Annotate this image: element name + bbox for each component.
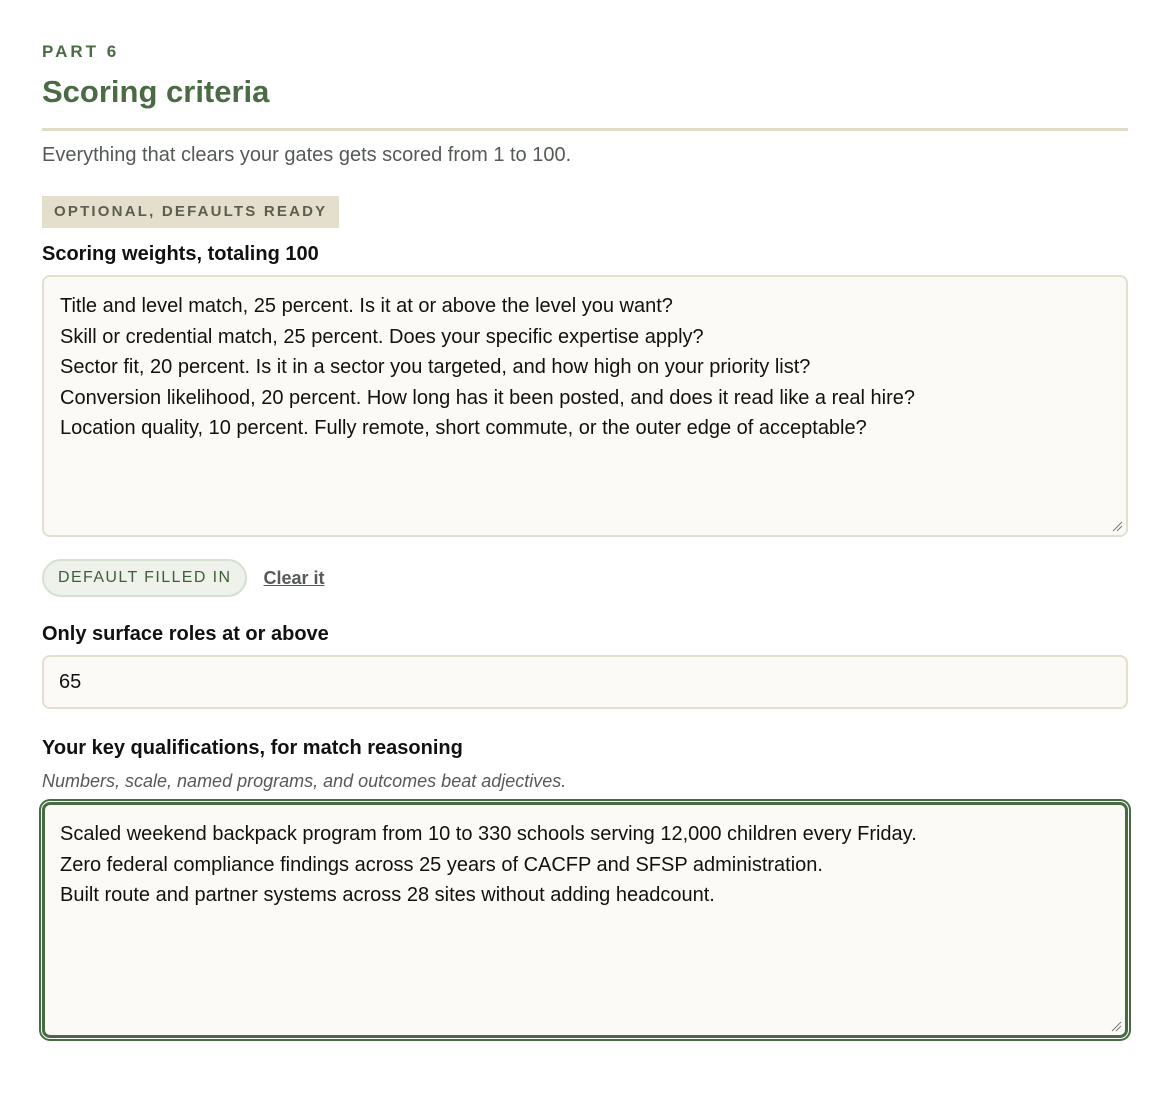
qualifications-hint: Numbers, scale, named programs, and outcomes beat adjectives.: [42, 771, 567, 791]
resize-grip-icon[interactable]: [1111, 1021, 1122, 1032]
resize-grip-icon[interactable]: [1112, 521, 1123, 532]
section-intro: Everything that clears your gates gets scored from 1 to 100.: [42, 144, 572, 166]
part-label: PART 6: [42, 42, 120, 61]
scoring-weights-textarea[interactable]: [42, 275, 1128, 537]
optional-badge: OPTIONAL, DEFAULTS READY: [42, 196, 339, 228]
weights-line: Conversion likelihood, 20 percent. How long has it been posted, and does it read like a real hire?: [60, 386, 915, 409]
default-filled-badge: DEFAULT FILLED IN: [42, 559, 247, 597]
clear-default-link[interactable]: Clear it: [263, 567, 325, 588]
weights-line: Title and level match, 25 percent. Is it at or above the level you want?: [60, 295, 673, 317]
qualification-line: Built route and partner systems across 28 sites without adding headcount.: [60, 884, 715, 906]
score-threshold-label: Only surface roles at or above: [42, 623, 329, 645]
qualification-line: Zero federal compliance findings across 25 years of CACFP and SFSP administration.: [60, 853, 823, 876]
qualifications-label: Your key qualifications, for match reasoning: [42, 737, 463, 759]
qualification-line: Scaled weekend backpack program from 10 to 330 schools serving 12,000 children every Friday.: [60, 823, 917, 845]
weights-line: Skill or credential match, 25 percent. Does your specific expertise apply?: [60, 325, 704, 348]
weights-line: Sector fit, 20 percent. Is it in a sector you targeted, and how high on your priority list?: [60, 356, 811, 378]
weights-line: Location quality, 10 percent. Fully remote, short commute, or the outer edge of acceptable?: [60, 417, 867, 439]
qualifications-textarea[interactable]: [42, 802, 1128, 1038]
scoring-weights-label: Scoring weights, totaling 100: [42, 243, 319, 265]
score-threshold-input[interactable]: 65: [42, 655, 1128, 709]
default-status-row: [42, 559, 1128, 597]
section-divider: [42, 128, 1128, 131]
section-title: Scoring criteria: [42, 74, 270, 109]
